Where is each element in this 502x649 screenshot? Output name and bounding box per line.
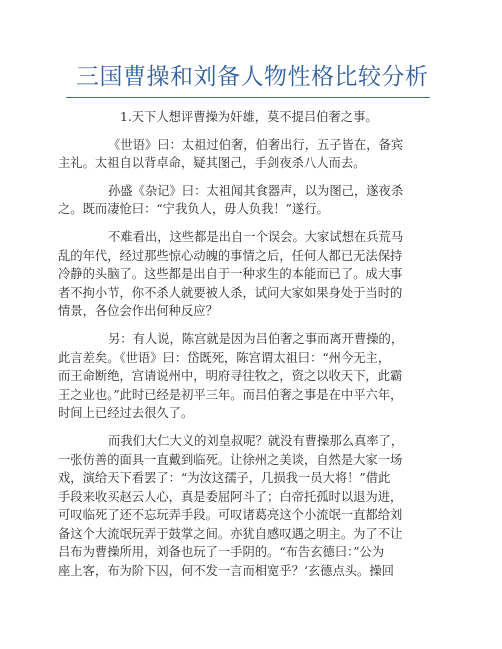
text-line: 《世语》曰：太祖过伯奢，伯奢出行，五子皆在，备宾: [108, 137, 404, 152]
title-underline: [66, 97, 430, 98]
text-line: 者不拘小节，你不杀人就要被人杀，试问大家如果身处于当时的: [58, 285, 403, 300]
text-line: 王之业也。”此时已经是初平三年。而吕伯奢之事是在中平六年，: [58, 387, 403, 402]
paragraph-3: [58, 182, 438, 219]
paragraph-2: [58, 136, 438, 173]
text-line: 座上客，布为阶下囚，何不发一言而相宽乎？‘玄德点头。操回: [58, 564, 394, 579]
text-line: 1.天下人想评曹操为奸雄，莫不提吕伯奢之事。: [120, 110, 378, 124]
paragraph-1: [58, 108, 438, 127]
text-line: 时间上已经过去很久了。: [58, 406, 194, 421]
text-line: 吕布为曹操所用，刘备也玩了一手阴的。“布告玄德曰：”公为: [58, 545, 385, 560]
text-line: 孙盛《杂记》曰：太祖闻其食器声，以为图己，遂夜杀: [108, 183, 404, 198]
paragraph-4: [58, 228, 438, 321]
text-line: 此言差矣。《世语》曰：岱既死，陈宫谓太祖曰：“州今无主，: [58, 350, 391, 365]
text-line: 而我们大仁大义的刘皇叔呢？就没有曹操那么真率了，: [108, 433, 404, 448]
text-line: 一张仿善的面具一直戴到临死。让徐州之美谈，自然是大家一场: [58, 452, 403, 467]
text-line: 不难看出，这些都是出自一个误会。大家试想在兵荒马: [108, 229, 404, 244]
document-title: 三国曹操和刘备人物性格比较分析: [76, 64, 429, 90]
text-line: 可叹临死了还不忘玩弄手段。可叹诸葛亮这个小流氓一直都给刘: [58, 508, 403, 523]
text-line: 另：有人说，陈宫就是因为吕伯奢之事而离开曹操的，: [108, 331, 404, 346]
text-line: 主礼。太祖自以背卓命，疑其图己，手剑夜杀八人而去。: [58, 156, 366, 171]
text-line: 而王命断绝，宫请说州中，明府寻往牧之，资之以收天下，此霸: [58, 369, 403, 384]
text-line: 冷静的头脑了。这些都是出自于一种求生的本能而已了。成大事: [58, 267, 403, 282]
text-line: 情景，各位会作出何种反应？: [58, 304, 218, 319]
text-line: 之。既而凄怆曰：“宁我负人，毋人负我！”遂行。: [58, 202, 329, 217]
text-line: 备这个大流氓玩弄于鼓掌之间。亦犹自感叹遇之明主。为了不让: [58, 526, 403, 541]
paragraph-5: [58, 330, 438, 423]
text-line: 戏，演给天下看罢了：“为汝这孺子，几损我一员大将！”借此: [58, 471, 391, 486]
text-line: 乱的年代，经过那些惊心动魄的事情之后，任何人都已无法保持: [58, 248, 403, 263]
document-body: [58, 108, 438, 590]
text-line: 手段来收买赵云人心，真是委屈阿斗了；白帝托孤时以退为进，: [58, 489, 403, 504]
paragraph-6: [58, 432, 438, 581]
